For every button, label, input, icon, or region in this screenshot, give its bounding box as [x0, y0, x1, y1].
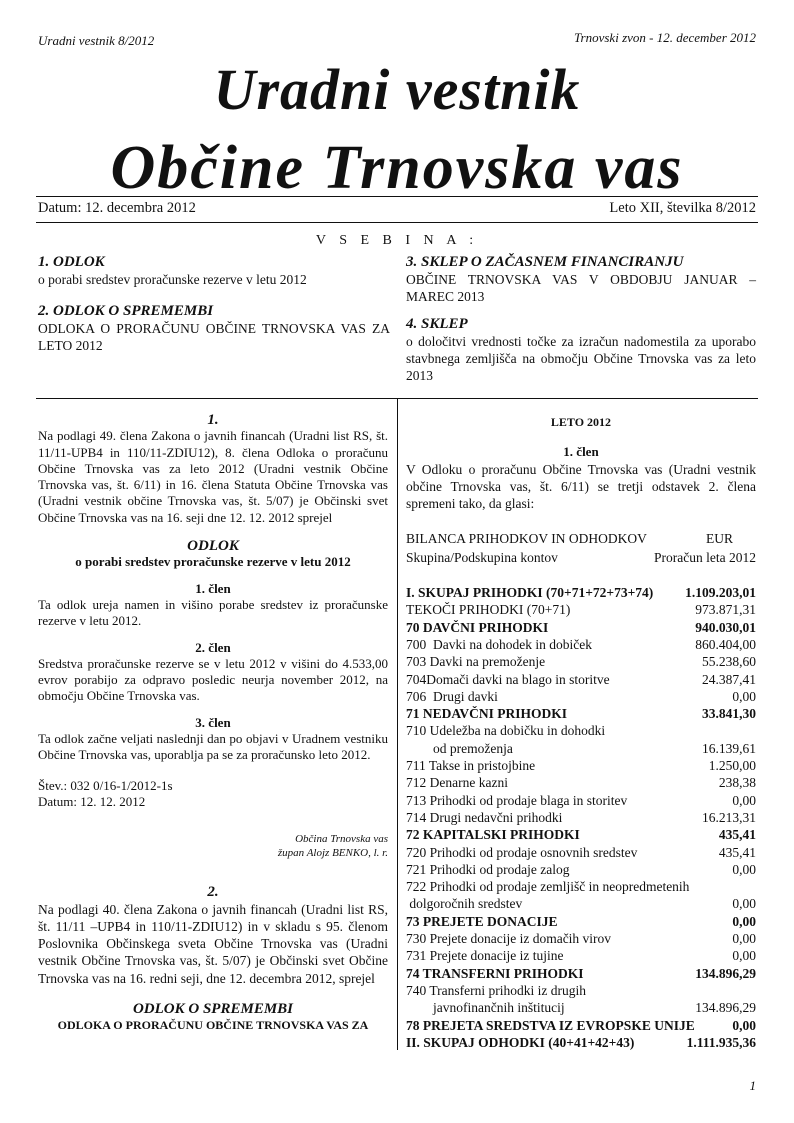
- row-label: 730 Prejete donacije iz domačih virov: [406, 931, 612, 946]
- table-row: [406, 688, 756, 705]
- table-row: [406, 930, 756, 947]
- section-2-intro: Na podlagi 40. člena Zakona o javnih financah (Uradni list RS, št. 11/11 –UPB4 in 110/11-ZDIU12) in v skladu s 95. členom Poslovnika Občinskega sveta Občine Trnovska vas (Uradni vestnik Občine Trnovska vas, št. 5/07) je Občinski svet Občine Trnovska vas na 16. redni seji, dne 12. decembra 2012, sprejel: [38, 901, 388, 986]
- masthead-title: Uradni vestnik: [213, 57, 581, 122]
- table-row: [406, 774, 756, 791]
- page-number: 1: [749, 1078, 756, 1093]
- table-row: [406, 809, 756, 826]
- signature-line-1: Občina Trnovska vas: [295, 833, 388, 846]
- row-value: 860.404,00: [695, 636, 756, 652]
- row-label: 721 Prihodki od prodaje zalog: [406, 861, 570, 877]
- row-value: 0,00: [732, 931, 756, 946]
- table-row: [406, 965, 756, 982]
- masthead-subtitle: Občine Trnovska vas: [110, 134, 684, 202]
- row-label: dolgoročnih sredstev: [406, 896, 523, 912]
- row-value: 24.387,41: [702, 671, 756, 687]
- article-2-heading: 2. člen: [195, 639, 231, 655]
- row-label: 74 TRANSFERNI PRIHODKI: [406, 965, 584, 981]
- masthead-rule: [36, 196, 758, 197]
- table-row: [406, 671, 756, 688]
- issue-date: Datum: 12. decembra 2012: [38, 200, 196, 216]
- table-row: [406, 878, 756, 895]
- group-heading: Skupina/Podskupina kontov: [406, 550, 558, 565]
- column-divider: [397, 398, 398, 1050]
- row-value: 134.896,29: [695, 965, 756, 981]
- row-label: II. SKUPAJ ODHODKI (40+41+42+43): [406, 1034, 635, 1050]
- table-row: [406, 653, 756, 670]
- article-3-heading: 3. člen: [195, 714, 231, 730]
- toc-item-1-title: 1. ODLOK: [38, 254, 105, 270]
- row-value: 940.030,01: [695, 619, 756, 635]
- row-label: 703 Davki na premoženje: [406, 654, 546, 670]
- row-label: 731 Prejete donacije iz tujine: [406, 948, 564, 964]
- row-value: 0,00: [732, 792, 756, 808]
- reference-number: Štev.: 032 0/16-1/2012-1s: [38, 777, 173, 793]
- row-value: 0,00: [732, 948, 756, 964]
- row-label: 71 NEDAVČNI PRIHODKI: [406, 706, 568, 722]
- row-label: 720 Prihodki od prodaje osnovnih sredstev: [406, 844, 638, 860]
- budget-heading: Proračun leta 2012: [654, 550, 756, 565]
- toc-right-column: [406, 253, 756, 384]
- table-row: [406, 601, 756, 618]
- table-row: [406, 705, 756, 722]
- dateline-rule: [36, 222, 758, 223]
- row-label: 714 Drugi nedavčni prihodki: [406, 809, 563, 825]
- running-header-right: Trnovski zvon - 12. december 2012: [574, 30, 756, 45]
- toc-item-4-desc: o določitvi vrednosti točke za izračun nadomestila za uporabo stavbnega zemljišča na območju Občine Trnovska vas za leto 2013: [406, 334, 756, 383]
- article-1-heading: 1. člen: [195, 580, 231, 596]
- row-value: 55.238,60: [702, 654, 756, 670]
- row-label: 710 Udeležba na dobičku in dohodki: [406, 723, 606, 739]
- table-row: [406, 982, 756, 999]
- row-value: 1.111.935,36: [686, 1034, 756, 1050]
- row-value: 0,00: [732, 688, 756, 704]
- row-label: 713 Prihodki od prodaje blaga in storitev: [406, 792, 628, 808]
- row-value: 1.109.203,01: [685, 585, 756, 600]
- row-label: 740 Transferni prihodki iz drugih: [406, 982, 586, 998]
- table-row: [406, 913, 756, 930]
- row-label: 700 Davki na dohodek in dobiček: [406, 636, 592, 652]
- row-label: 72 KAPITALSKI PRIHODKI: [406, 827, 580, 843]
- row-value: 0,00: [732, 896, 756, 912]
- row-value: 435,41: [718, 827, 756, 843]
- toc-item-4-title: 4. SKLEP: [406, 316, 468, 332]
- toc-item-2-desc: ODLOKA O PRORAČUNU OBČINE TRNOVSKA VAS ZA LETO 2012: [38, 321, 390, 353]
- section-2-subtitle: ODLOKA O PRORAČUNU OBČINE TRNOVSKA VAS ZA: [57, 1018, 369, 1033]
- bilanca-header: [406, 530, 756, 547]
- contents-label: V S E B I N A :: [315, 233, 479, 248]
- signature-line-2: župan Alojz BENKO, l. r.: [277, 847, 388, 860]
- row-label: javnofinančnih inštitucij: [406, 1000, 565, 1016]
- bilanca-currency: EUR: [706, 531, 733, 546]
- toc-item-3-title: 3. SKLEP O ZAČASNEM FINANCIRANJU: [406, 254, 684, 270]
- toc-item-3-desc: OBČINE TRNOVSKA VAS V OBDOBJU JANUAR – MAREC 2013: [406, 272, 756, 304]
- bilanca-title: BILANCA PRIHODKOV IN ODHODKOV: [406, 531, 647, 546]
- row-value: 16.139,61: [702, 740, 756, 756]
- section-1-title: ODLOK: [187, 538, 239, 555]
- row-value: 0,00: [732, 913, 756, 929]
- row-label: od premoženja: [406, 740, 513, 756]
- article-2-text: Sredstva proračunske rezerve se v letu 2012 v višini do 4.533,00 evrov porabijo za odpravo posledic neurja november 2012, na območju Občine Trnovska vas.: [38, 655, 388, 704]
- right-article-1-heading: 1. člen: [563, 444, 599, 460]
- table-row: [406, 619, 756, 636]
- issue-number: Leto XII, številka 8/2012: [609, 200, 756, 216]
- toc-item-1-desc: o porabi sredstev proračunske rezerve v letu 2012: [38, 272, 307, 287]
- right-column: [406, 414, 756, 512]
- reference-date: Datum: 12. 12. 2012: [38, 793, 146, 809]
- row-value: 33.841,30: [702, 706, 756, 722]
- section-1-intro: Na podlagi 49. člena Zakona o javnih financah (Uradni list RS, št. 11/11-UPB4 in 110/11-ZDIU12), 8. člena Odloka o proračunu Občine Trnovska vas za leto 2012 (Uradni vestnik Občine Trnovska vas, št. 6/11) in 16. člena Statuta Občine Trnovska vas (Uradni vestnik občine Trnovska vas, št. 5/07) je Občinski svet Občine Trnovska vas na 16. seji dne 12. 12. 2012 sprejel: [38, 428, 388, 525]
- row-label: 712 Denarne kazni: [406, 775, 508, 791]
- table-row: [406, 722, 756, 739]
- row-value: 1.250,00: [708, 758, 756, 773]
- toc-left-column: [38, 253, 390, 354]
- table-row: [406, 757, 756, 774]
- row-label: 70 DAVČNI PRIHODKI: [406, 619, 549, 635]
- section-1-subtitle: o porabi sredstev proračunske rezerve v letu 2012: [75, 554, 351, 570]
- table-row: [406, 740, 756, 757]
- row-value: 134.896,29: [695, 1000, 756, 1016]
- table-row: [406, 636, 756, 653]
- left-column: [38, 412, 388, 1034]
- running-header-left: Uradni vestnik 8/2012: [38, 33, 155, 48]
- table-row: [406, 1034, 756, 1051]
- row-label: 704Domači davki na blago in storitve: [406, 671, 610, 687]
- table-row: [406, 844, 756, 861]
- table-row: [406, 826, 756, 843]
- row-value: 238,38: [718, 775, 756, 791]
- row-label: 78 PREJETA SREDSTVA IZ EVROPSKE UNIJE: [406, 1017, 695, 1033]
- table-row: [406, 861, 756, 878]
- date-line: [38, 200, 756, 217]
- row-label: 722 Prihodki od prodaje zemljišč in neopredmetenih: [406, 879, 690, 895]
- article-3-text: Ta odlok začne veljati naslednji dan po objavi v Uradnem vestniku Občine Trnovska vas, uporablja pa se za proračunsko leto 2012.: [38, 731, 388, 763]
- table-row: [406, 999, 756, 1016]
- table-row: [406, 895, 756, 912]
- row-value: 0,00: [732, 861, 756, 877]
- row-value: 973.871,31: [695, 602, 756, 618]
- table-row: [406, 584, 756, 601]
- row-value: 16.213,31: [702, 809, 756, 825]
- row-label: 73 PREJETE DONACIJE: [406, 913, 558, 929]
- table-row: [406, 792, 756, 809]
- row-label: I. SKUPAJ PRIHODKI (70+71+72+73+74): [406, 585, 654, 600]
- row-label: 706 Drugi davki: [406, 688, 498, 704]
- row-value: 435,41: [718, 844, 756, 860]
- row-label: 711 Takse in pristojbine: [406, 758, 536, 773]
- row-value: 0,00: [732, 1017, 756, 1033]
- article-1-text: Ta odlok ureja namen in višino porabe sredstev iz proračunske rezerve v letu 2012.: [38, 596, 388, 629]
- toc-item-2-title: 2. ODLOK O SPREMEMBI: [38, 303, 214, 319]
- continuation-title: LETO 2012: [550, 415, 612, 429]
- table-row: [406, 1017, 756, 1034]
- right-article-1-text: V Odloku o proračunu Občine Trnovska vas (Uradni vestnik občine Trnovska vas, št. 6/11) se tretji odstavek 2. člena spremeni tako, da glasi:: [406, 461, 756, 512]
- row-label: TEKOČI PRIHODKI (70+71): [406, 602, 571, 618]
- section-2-number: 2.: [207, 884, 219, 901]
- section-1-number: 1.: [207, 412, 219, 428]
- table-row: [406, 947, 756, 964]
- section-2-title: ODLOK O SPREMEMBI: [132, 1001, 294, 1018]
- bilanca-subheader: [406, 549, 756, 566]
